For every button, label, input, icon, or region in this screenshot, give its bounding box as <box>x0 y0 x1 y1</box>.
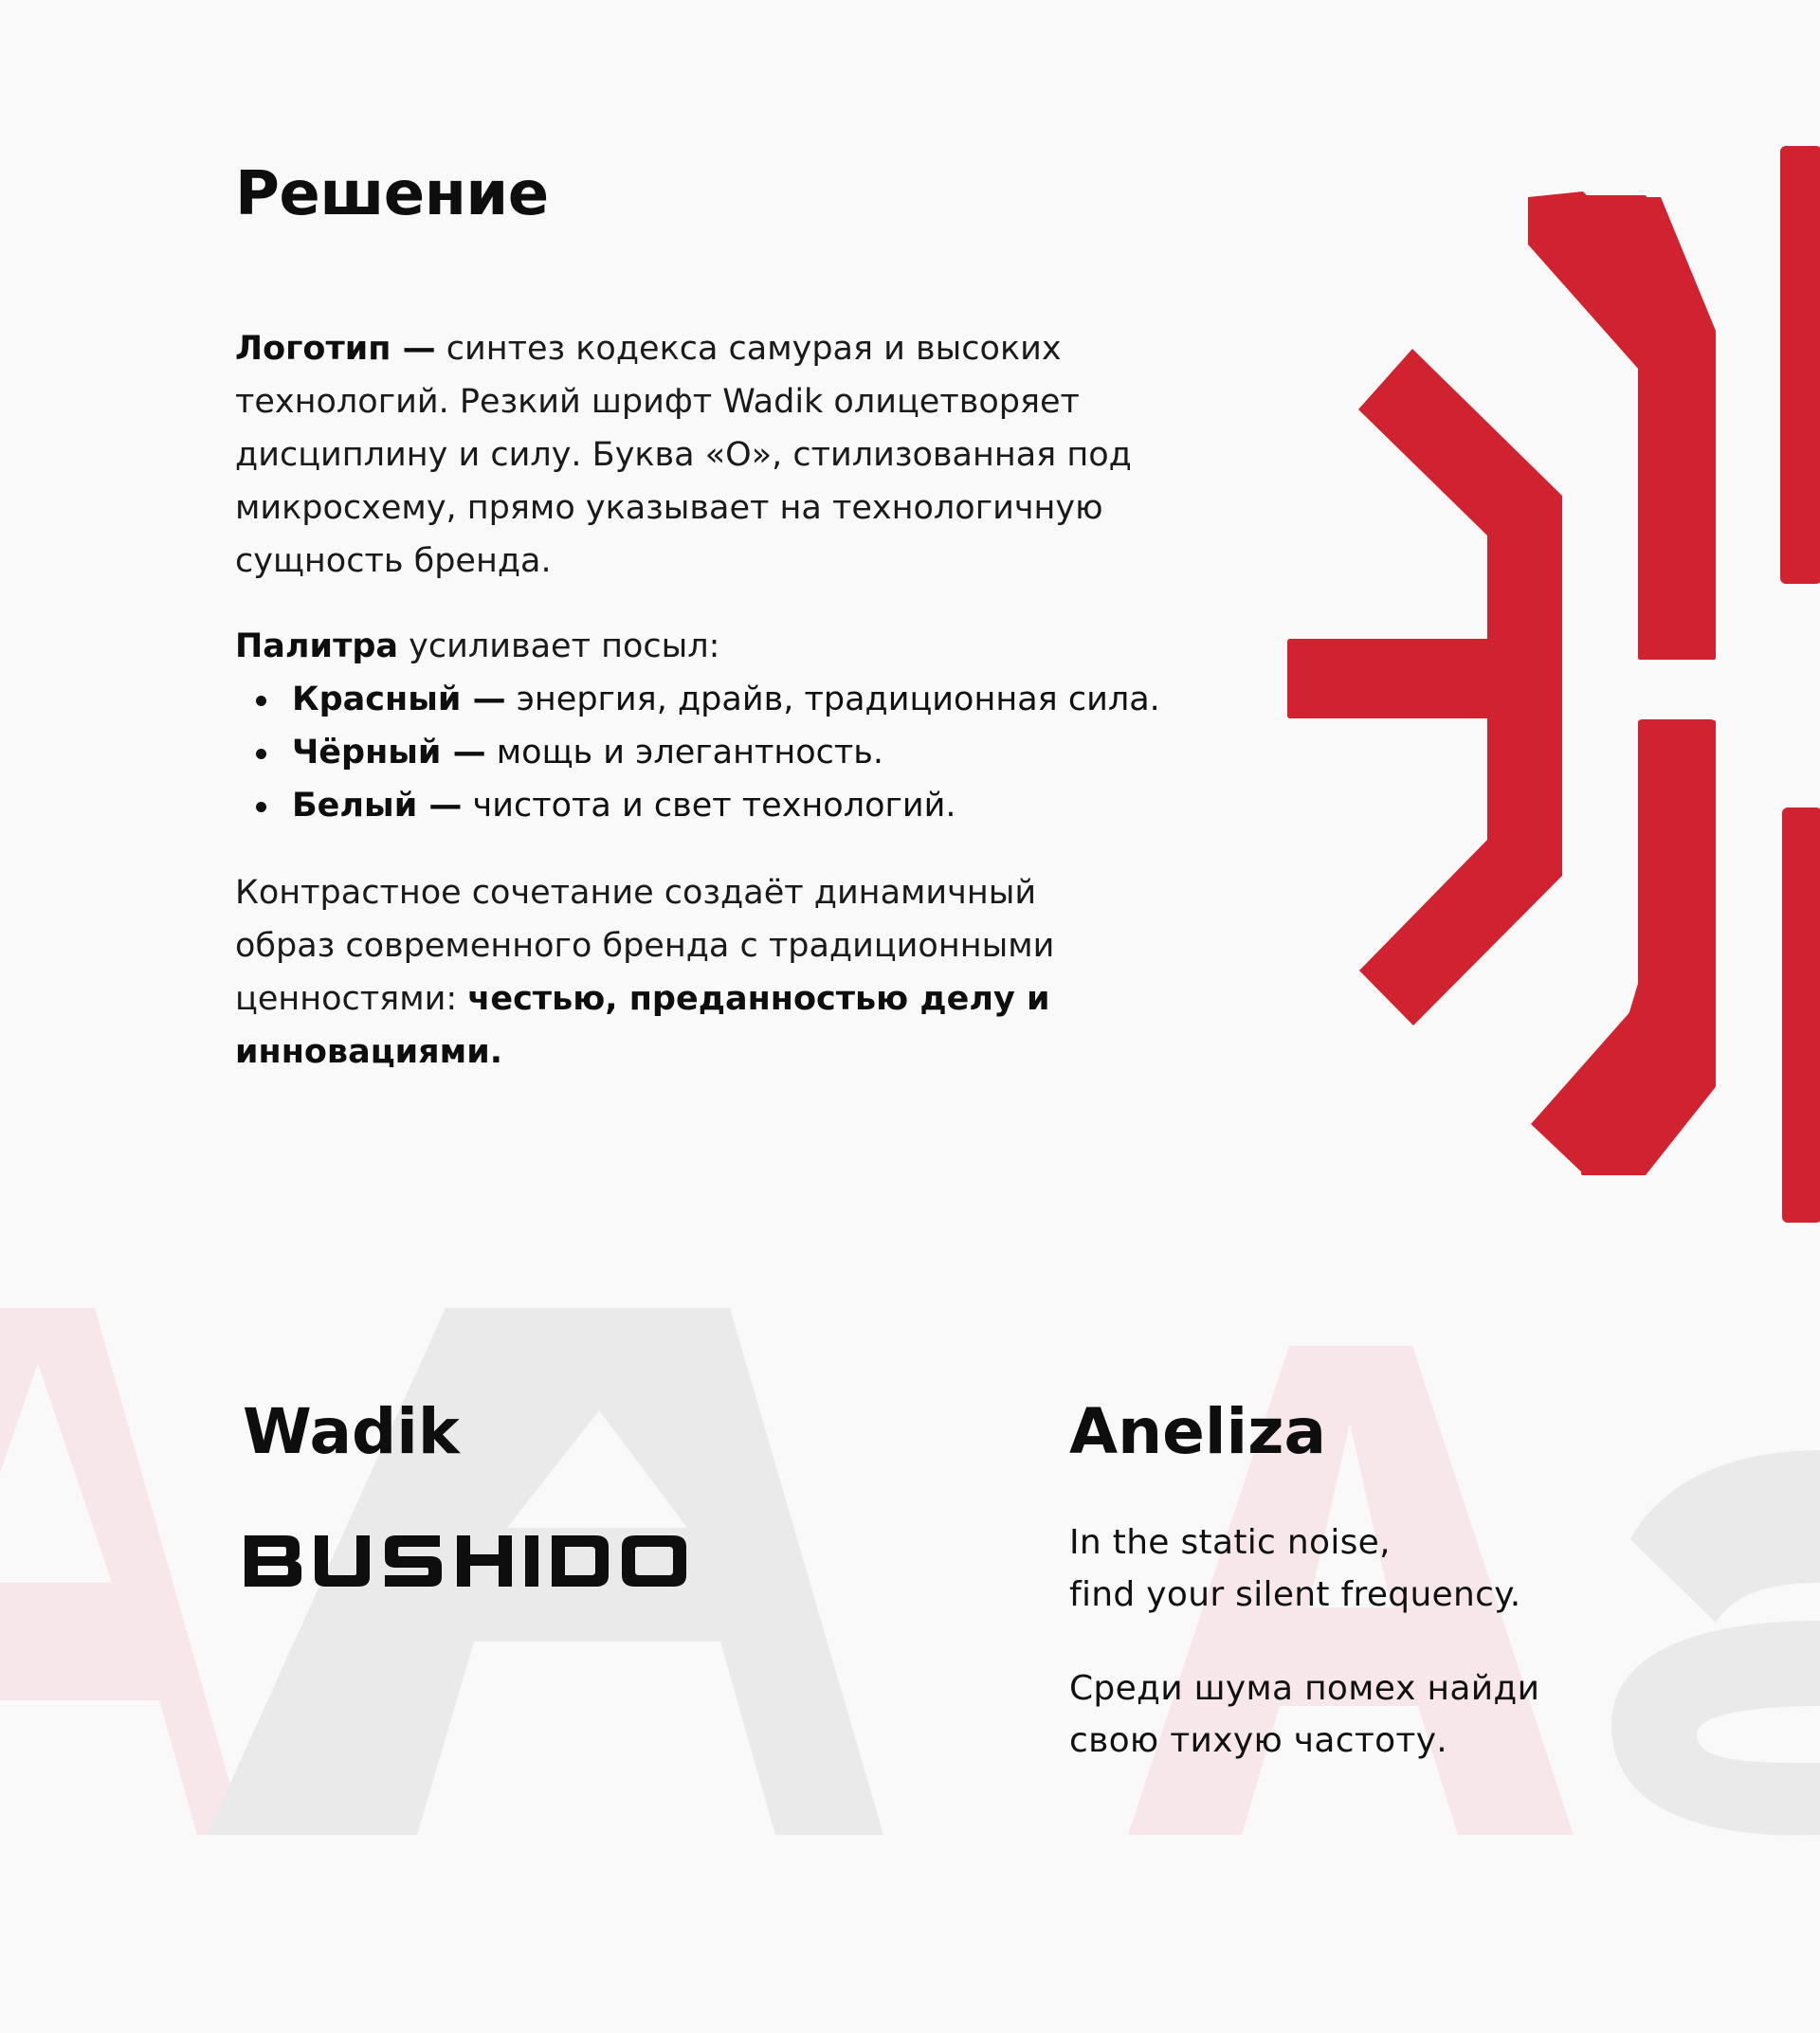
list-item <box>235 779 1202 832</box>
contrast-text: Контрастное сочетание создаёт динамичный образ современного бренда с традиционными ценностями: <box>235 874 1055 1018</box>
solution-section <box>235 159 1202 1071</box>
logo-description: синтез кодекса самурая и высоких технологий. Резкий шрифт Wadik олицетворяет дисциплину и силу. Буква «О», стилизованная под микросхему, прямо указывает на технологичную сущность бренда. <box>235 330 1132 580</box>
sample-line: find your silent frequency. <box>1069 1575 1521 1614</box>
list-item <box>235 726 1202 779</box>
palette-block <box>235 620 1202 832</box>
color-label-black: Чёрный — <box>292 734 486 771</box>
bushido-wordmark <box>243 1534 688 1588</box>
bullet-icon <box>256 749 266 759</box>
aneliza-sample-english <box>1069 1516 1520 1621</box>
bullet-icon <box>256 696 266 706</box>
letter-a-pink-left <box>0 1308 245 1835</box>
palette-paragraph <box>235 620 1202 673</box>
contrast-paragraph <box>235 866 1145 1079</box>
font-name-wadik: Wadik <box>243 1395 460 1468</box>
color-description: чистота и свет технологий. <box>462 787 956 825</box>
sample-line: Среди шума помех найди <box>1069 1669 1540 1708</box>
font-name-aneliza: Aneliza <box>1069 1395 1327 1468</box>
circuit-logo-icon <box>1270 133 1820 1232</box>
palette-label: Палитра <box>235 627 399 665</box>
section-title: Решение <box>235 159 549 229</box>
color-label-white: Белый — <box>292 787 463 825</box>
sample-line: In the static noise, <box>1069 1523 1391 1562</box>
aneliza-sample-russian <box>1069 1662 1539 1767</box>
list-item <box>235 673 1202 726</box>
bullet-icon <box>256 802 266 812</box>
sample-line: свою тихую частоту. <box>1069 1721 1448 1760</box>
logo-label: Логотип — <box>235 330 436 368</box>
palette-list <box>235 673 1202 832</box>
logo-paragraph <box>235 322 1145 588</box>
palette-intro: усиливает посыл: <box>398 627 720 665</box>
contrast-values: честью, преданностью делу и инновациями. <box>235 980 1050 1071</box>
color-description: энергия, драйв, традиционная сила. <box>505 681 1160 718</box>
color-label-red: Красный — <box>292 681 506 718</box>
color-description: мощь и элегантность. <box>485 734 884 771</box>
letter-a-lowercase-grey <box>1611 1450 1820 1835</box>
